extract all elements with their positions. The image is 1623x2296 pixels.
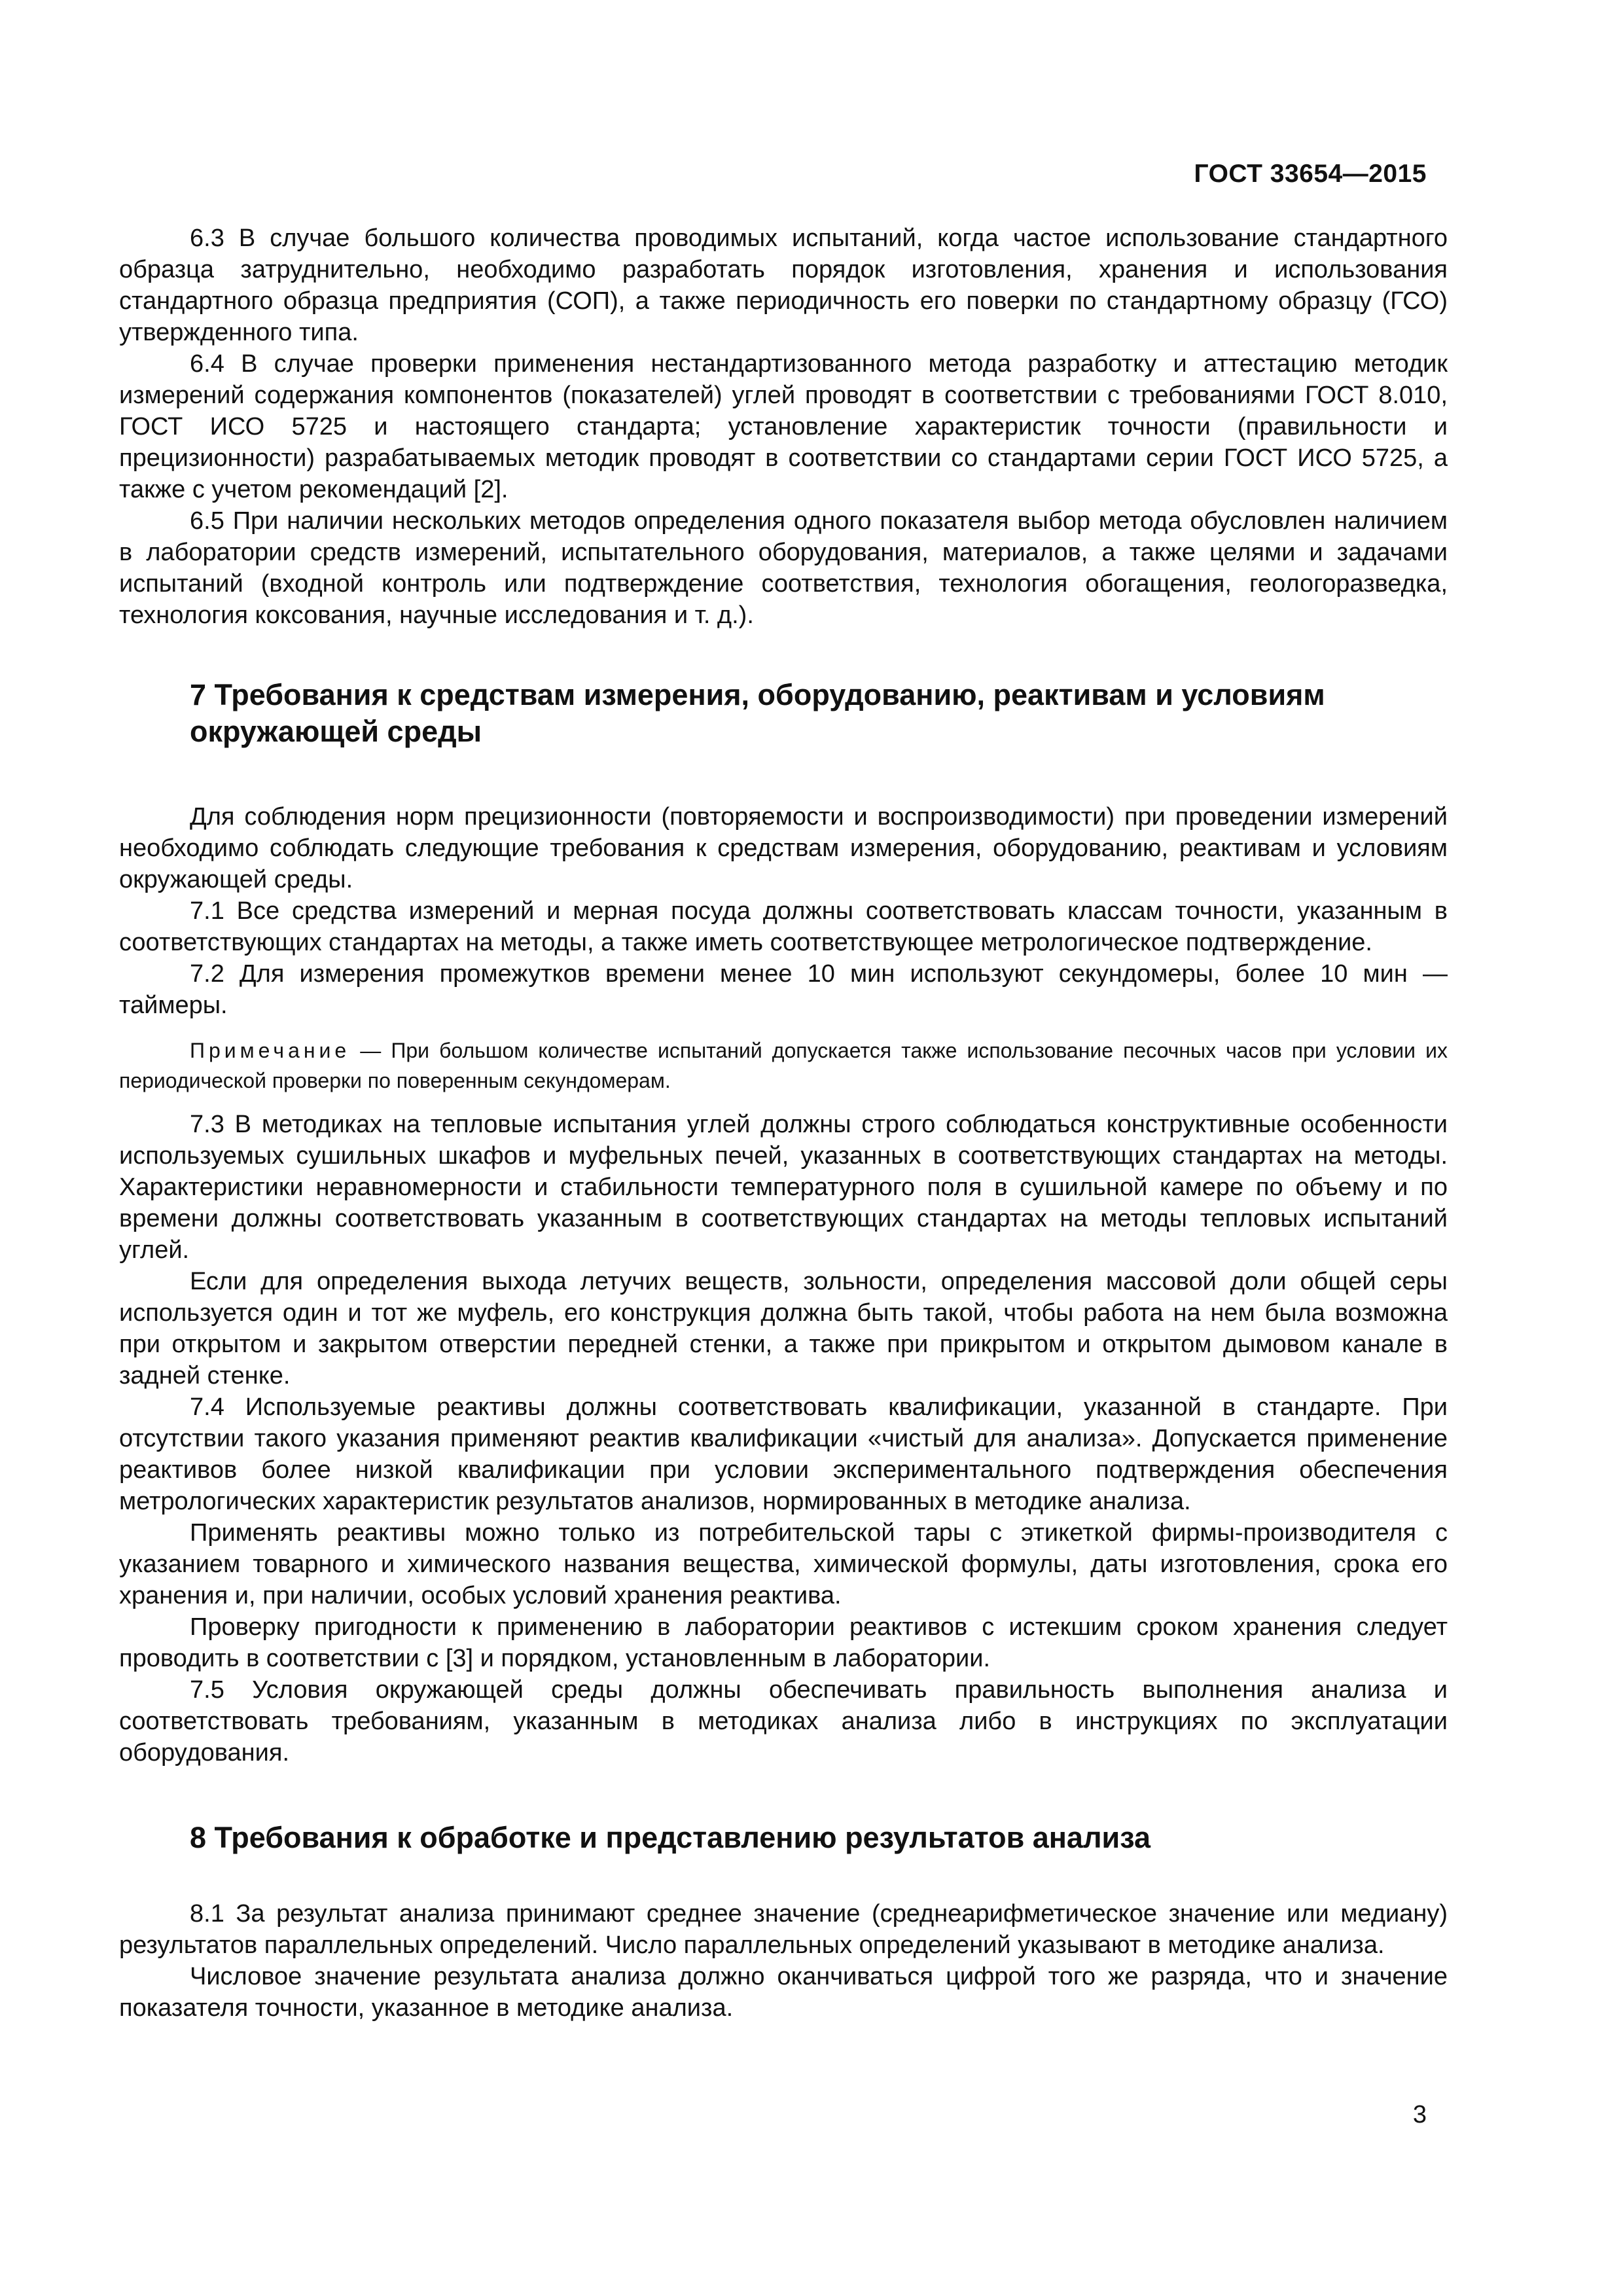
section-7-intro: Для соблюдения норм прецизионности (повторяемости и воспроизводимости) при проведении измерений необходимо соблюдать следующие требования к средствам измерения, оборудованию, реактивам и условиям окружающей среды. <box>119 803 1448 893</box>
clause-7-2: 7.2 Для измерения промежутков времени менее 10 мин используют секундомеры, более 10 мин — таймеры. <box>119 960 1448 1019</box>
clause-7-4-paragraph-2: Применять реактивы можно только из потребительской тары с этикеткой фирмы-производителя с указанием товарного и химического названия вещества, химической формулы, даты изготовления, срока его хранения и, при наличии, особых условий хранения реактива. <box>119 1519 1448 1609</box>
clause-6-3: 6.3 В случае большого количества проводимых испытаний, когда частое использование стандартного образца затруднительно, необходимо разработать порядок изготовления, хранения и использования стандартного образца предприятия (СОП), а также периодичность его поверки по стандартному образцу (ГСО) утвержденного типа. <box>119 224 1448 346</box>
clause-7-5: 7.5 Условия окружающей среды должны обеспечивать правильность выполнения анализа и соответствовать требованиям, указанным в методиках анализа либо в инструкциях по эксплуатации оборудования. <box>119 1676 1448 1767</box>
section-7-heading: 7 Требования к средствам измерения, оборудованию, реактивам и условиям окружающей среды <box>190 678 1325 748</box>
section-8-heading: 8 Требования к обработке и представлению результатов анализа <box>190 1821 1151 1854</box>
clause-7-1: 7.1 Все средства измерений и мерная посуда должны соответствовать классам точности, указанным в соответствующих стандартах на методы, а также иметь соответствующее метрологическое подтверждение. <box>119 897 1448 956</box>
page-number: 3 <box>1412 2101 1427 2128</box>
clause-8-1: 8.1 За результат анализа принимают среднее значение (среднеарифметическое значение или медиану) результатов параллельных определений. Число параллельных определений указывают в методике анализа. <box>119 1900 1448 1959</box>
clause-6-4: 6.4 В случае проверки применения нестандартизованного метода разработку и аттестацию методик измерений содержания компонентов (показателей) углей проводят в соответствии с требованиями ГОСТ 8.010, ГОСТ ИСО 5725 и настоящего стандарта; установление характеристик точности (правильности и прецизионности) разрабатываемых методик проводят в соответствии со стандартами серии ГОСТ ИСО 5725, а также с учетом рекомендаций [2]. <box>119 350 1448 503</box>
note-label: Примечание <box>190 1039 351 1062</box>
clause-7-4-paragraph-3: Проверку пригодности к применению в лаборатории реактивов с истекшим сроком хранения следует проводить в соответствии с [3] и порядком, установленным в лаборатории. <box>119 1613 1448 1672</box>
document-code: ГОСТ 33654—2015 <box>1194 160 1427 188</box>
clause-6-5: 6.5 При наличии нескольких методов определения одного показателя выбор метода обусловлен наличием в лаборатории средств измерений, испытательного оборудования, материалов, а также целями и задачами испытаний (входной контроль или подтверждение соответствия, технология обогащения, геологоразведка, технология коксования, научные исследования и т. д.). <box>119 507 1448 629</box>
clause-7-4: 7.4 Используемые реактивы должны соответствовать квалификации, указанной в стандарте. При отсутствии такого указания применяют реактив квалификации «чистый для анализа». Допускается применение реактивов более низкой квалификации при условии экспериментального подтверждения обеспечения метрологических характеристик результатов анализов, нормированных в методике анализа. <box>119 1393 1448 1515</box>
clause-7-3-paragraph-2: Если для определения выхода летучих веществ, зольности, определения массовой доли общей серы используется один и тот же муфель, его конструкция должна быть такой, чтобы работа на нем была возможна при открытом и закрытом отверстии передней стенки, а также при прикрытом и открытом дымовом канале в задней стенке. <box>119 1268 1448 1390</box>
note-text: — При большом количестве испытаний допускается также использование песочных часов при условии их периодической проверки по поверенным секундомерам. <box>119 1039 1448 1092</box>
clause-7-2-note <box>119 1035 1448 1096</box>
document-body <box>119 223 1448 2024</box>
clause-8-1-paragraph-2: Числовое значение результата анализа должно оканчиваться цифрой того же разряда, что и значение показателя точности, указанное в методике анализа. <box>119 1963 1448 2022</box>
clause-7-3: 7.3 В методиках на тепловые испытания углей должны строго соблюдаться конструктивные особенности используемых сушильных шкафов и муфельных печей, указанных в соответствующих стандартах на методы. Характеристики неравномерности и стабильности температурного поля в сушильной камере по объему и по времени должны соответствовать указанным в соответствующих стандартах на методы тепловых испытаний углей. <box>119 1111 1448 1264</box>
